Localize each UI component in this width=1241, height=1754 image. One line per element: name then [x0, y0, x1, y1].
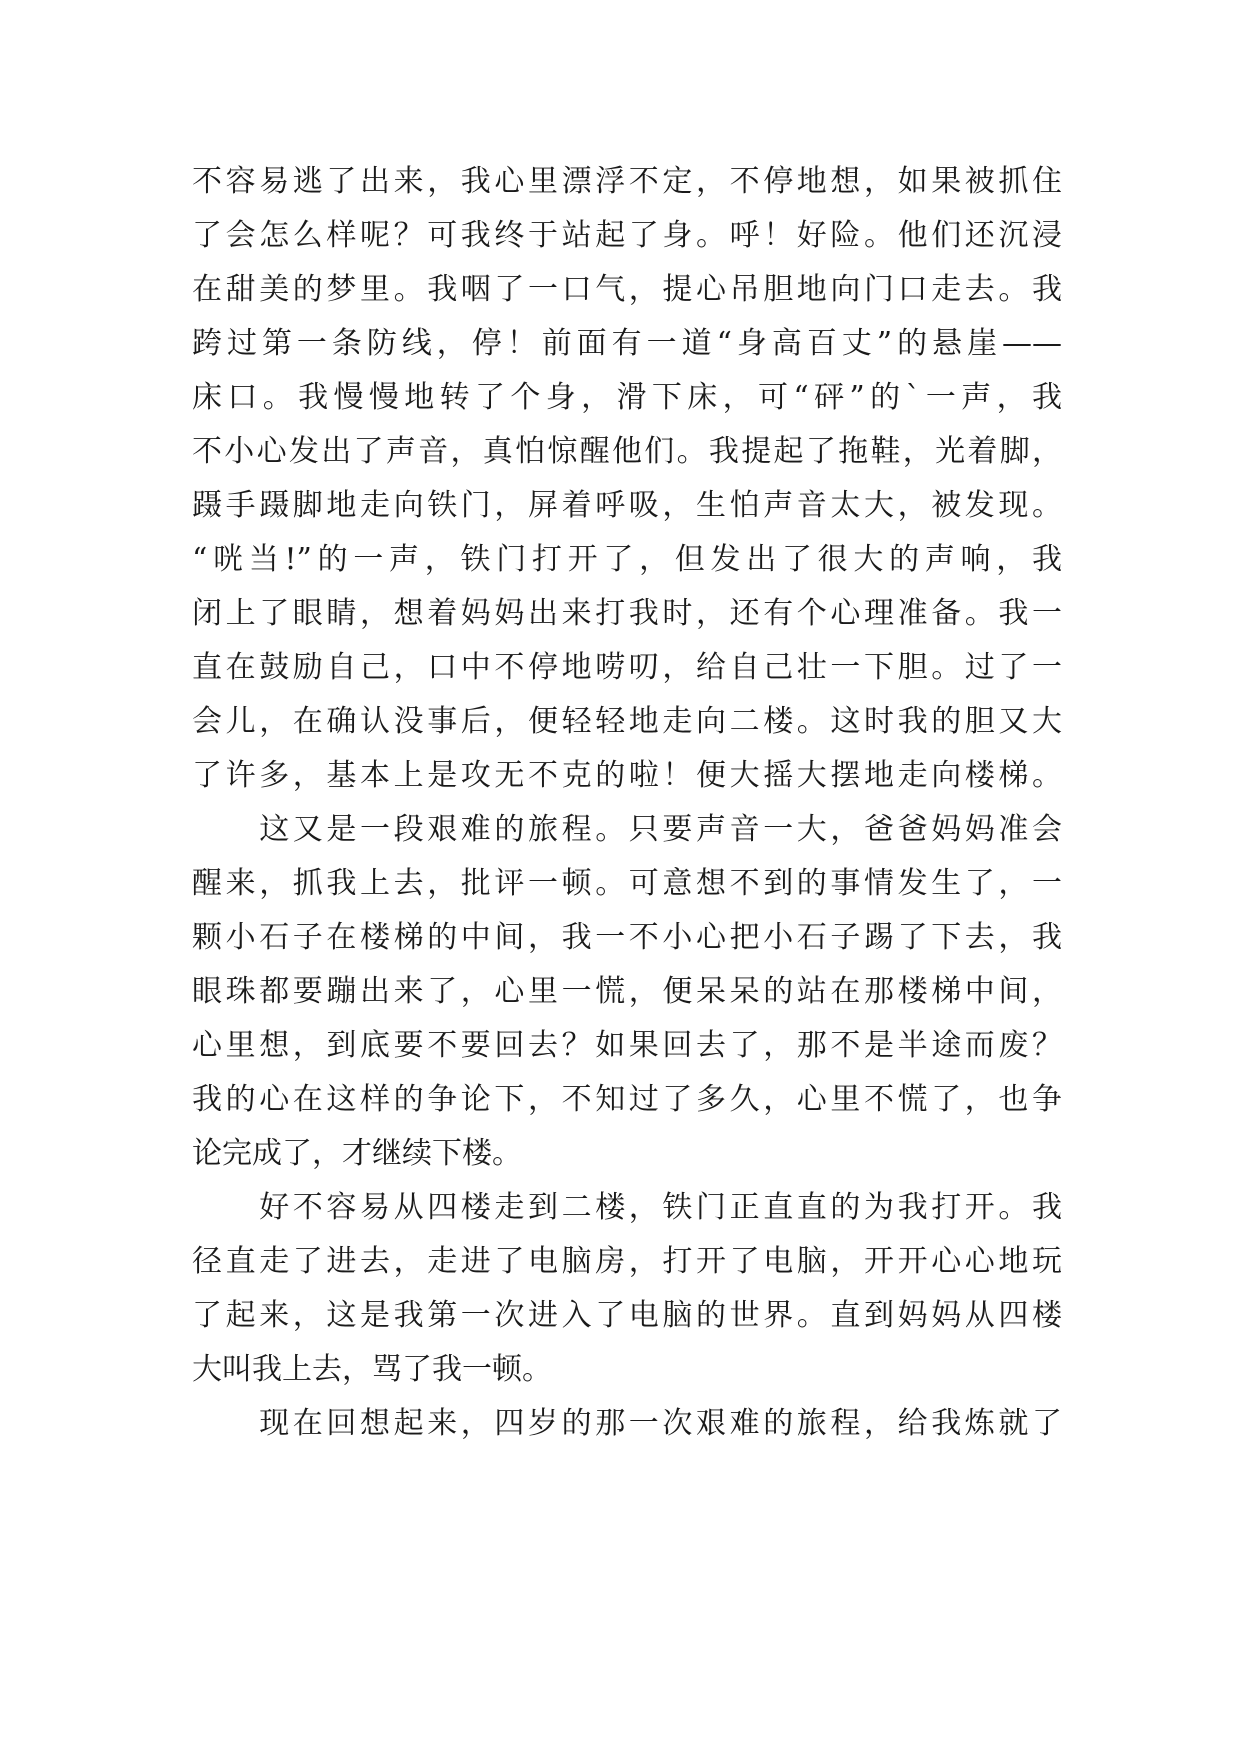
text-line: 我的心在这样的争论下，不知过了多久，心里不慌了，也争	[192, 1082, 1062, 1117]
text-line: 径直走了进去，走进了电脑房，打开了电脑，开开心心地玩	[192, 1244, 1062, 1279]
text-line: 了会怎么样呢？可我终于站起了身。呼！好险。他们还沉浸	[192, 218, 1062, 253]
text-line: “咣当!”的一声，铁门打开了，但发出了很大的声响，我	[192, 542, 1062, 577]
text-line: 论完成了，才继续下楼。	[192, 1136, 522, 1171]
text-line: 直在鼓励自己，口中不停地唠叨，给自己壮一下胆。过了一	[192, 650, 1062, 685]
text-line: 在甜美的梦里。我咽了一口气，提心吊胆地向门口走去。我	[192, 272, 1062, 307]
text-line: 蹑手蹑脚地走向铁门，屏着呼吸，生怕声音太大，被发现。	[192, 488, 1062, 523]
text-line: 了起来，这是我第一次进入了电脑的世界。直到妈妈从四楼	[192, 1298, 1062, 1333]
text-line: 闭上了眼睛，想着妈妈出来打我时，还有个心理准备。我一	[192, 596, 1062, 631]
text-line: 了许多，基本上是攻无不克的啦！便大摇大摆地走向楼梯。	[192, 758, 1062, 793]
text-line: 大叫我上去，骂了我一顿。	[192, 1352, 552, 1387]
text-line: 醒来，抓我上去，批评一顿。可意想不到的事情发生了，一	[192, 866, 1062, 901]
text-line: 床口。我慢慢地转了个身，滑下床，可“砰”的`一声，我	[192, 380, 1062, 415]
text-line: 会儿，在确认没事后，便轻轻地走向二楼。这时我的胆又大	[192, 704, 1062, 739]
text-line: 好不容易从四楼走到二楼，铁门正直直的为我打开。我	[192, 1190, 1062, 1225]
text-line: 不容易逃了出来，我心里漂浮不定，不停地想，如果被抓住	[192, 164, 1062, 199]
text-line: 心里想，到底要不要回去？如果回去了，那不是半途而废？	[192, 1028, 1062, 1063]
text-line: 颗小石子在楼梯的中间，我一不小心把小石子踢了下去，我	[192, 920, 1062, 955]
text-line: 不小心发出了声音，真怕惊醒他们。我提起了拖鞋，光着脚，	[192, 434, 1062, 469]
text-line: 跨过第一条防线，停！前面有一道“身高百丈”的悬崖——	[192, 326, 1062, 361]
text-line: 眼珠都要蹦出来了，心里一慌，便呆呆的站在那楼梯中间，	[192, 974, 1062, 1009]
text-line: 现在回想起来，四岁的那一次艰难的旅程，给我炼就了	[192, 1406, 1062, 1441]
text-line: 这又是一段艰难的旅程。只要声音一大，爸爸妈妈准会	[192, 812, 1062, 847]
